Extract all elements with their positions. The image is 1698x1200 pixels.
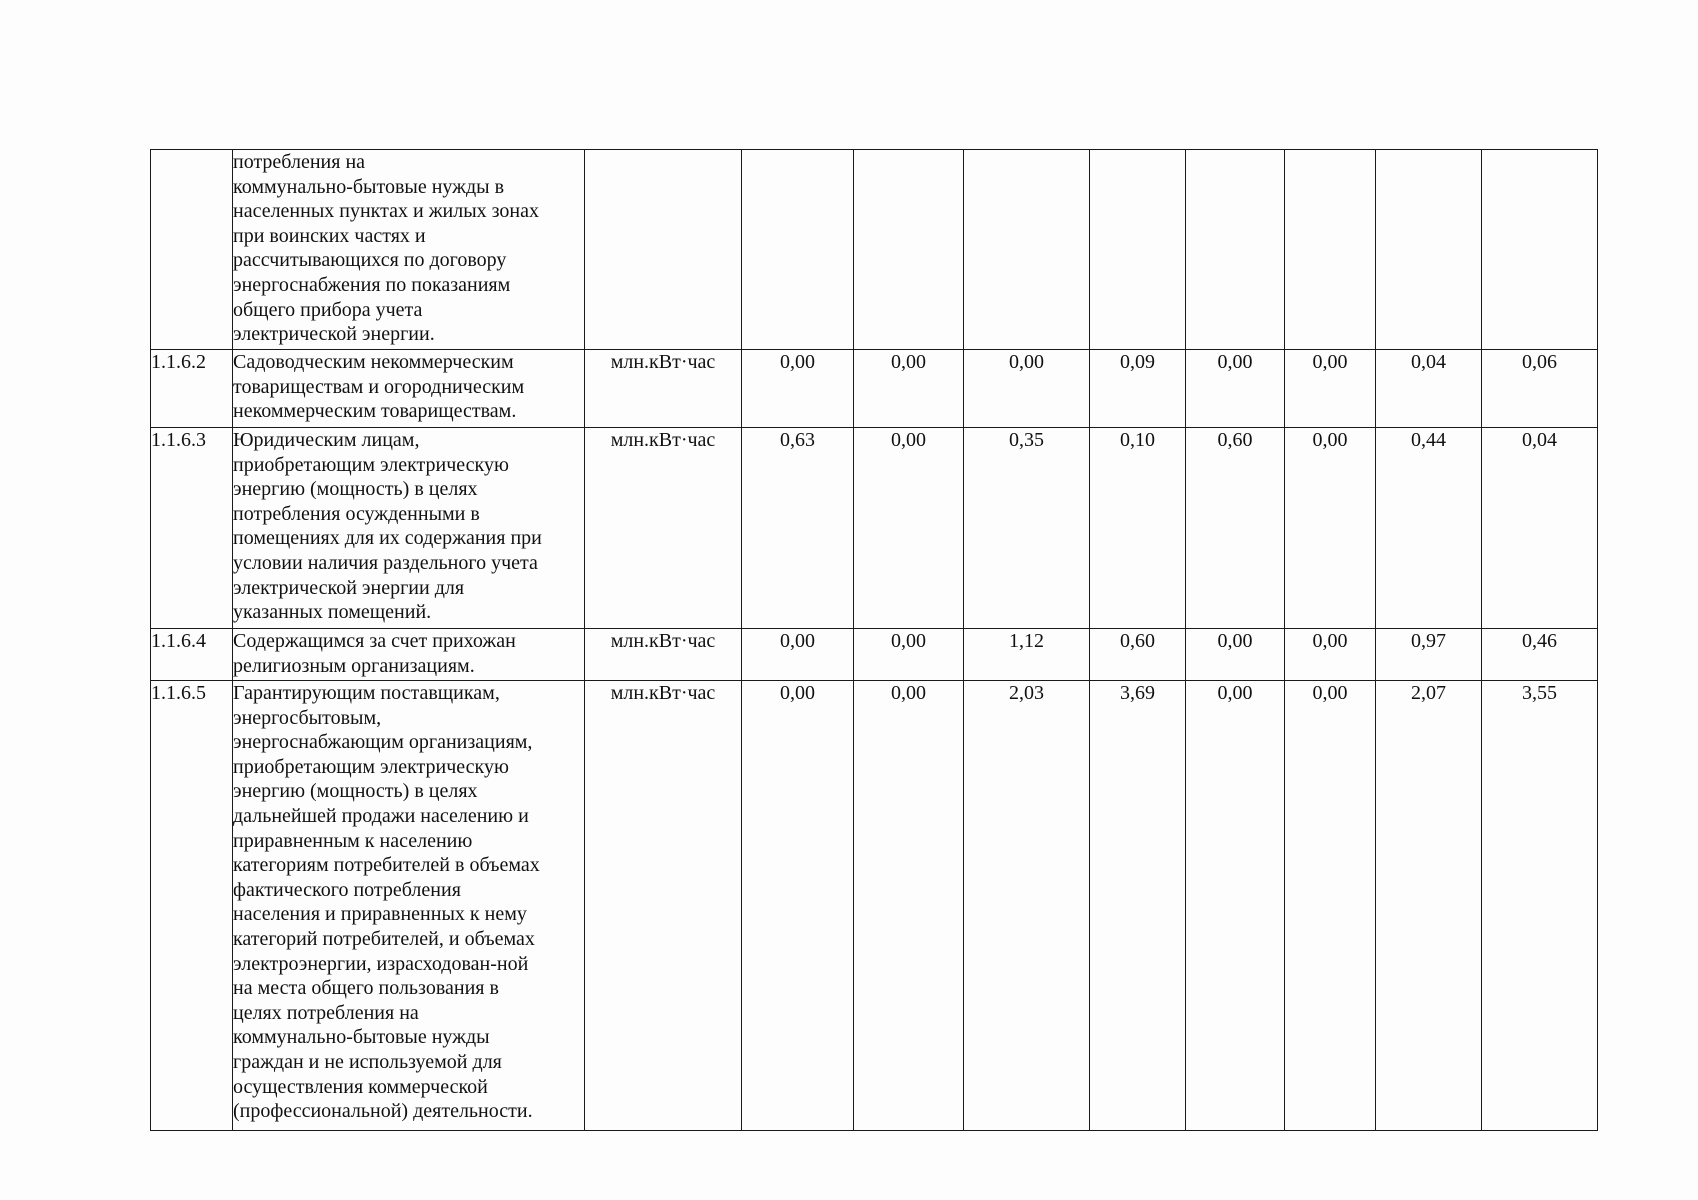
row-value: 0,60 [1186,428,1285,629]
row-description [233,428,585,629]
row-value [1482,150,1598,350]
row-value: 0,00 [742,350,854,428]
row-value: 0,00 [1285,681,1376,1131]
row-description-text: Садоводческим некоммерческим товариществам и огородническим некоммерческим товариществам. [233,351,525,423]
row-number: 1.1.6.4 [151,629,233,681]
row-number: 1.1.6.5 [151,681,233,1131]
row-description-text: Гарантирующим поставщикам, энергосбытовым, энергоснабжающим организациям, приобретающим электрическую энергию (мощность) в целях дальнейшей продажи населению и приравненным к населению категориям потребителей в объемах фактического потребления населения и приравненных к нему категорий потребителей, и объемах электроэнергии, израсходован-ной на места общего пользования в целях потребления на коммунально-бытовые нужды граждан и не используемой для осуществления коммерческой (профессиональной) деятельности. [233,682,540,1123]
data-table [150,149,1598,1131]
row-value [964,150,1090,350]
row-unit: млн.кВт·час [585,428,742,629]
table-row [151,350,1598,428]
table-body [151,150,1598,1131]
row-value: 0,00 [742,681,854,1131]
row-value: 0,60 [1090,629,1186,681]
row-description-text: потребления на коммунально-бытовые нужды в населенных пунктах и жилых зонах при воинских частях и рассчитывающихся по договору энергоснабжения по показаниям общего прибора учета электрической энергии. [233,151,540,346]
row-value: 3,69 [1090,681,1186,1131]
row-value: 0,00 [1285,629,1376,681]
row-value: 0,35 [964,428,1090,629]
row-value: 0,00 [1285,428,1376,629]
row-value: 2,07 [1376,681,1482,1131]
row-value: 0,04 [1482,428,1598,629]
row-value: 3,55 [1482,681,1598,1131]
row-value: 0,06 [1482,350,1598,428]
row-description-text: Содержащимся за счет прихожан религиозным организациям. [233,630,516,677]
row-value: 0,00 [964,350,1090,428]
row-value: 0,00 [1186,681,1285,1131]
row-number: 1.1.6.3 [151,428,233,629]
table-row [151,629,1598,681]
row-unit [585,150,742,350]
row-value: 0,97 [1376,629,1482,681]
row-value: 2,03 [964,681,1090,1131]
row-value [1285,150,1376,350]
row-number: 1.1.6.2 [151,350,233,428]
row-number [151,150,233,350]
row-value: 0,00 [854,681,964,1131]
row-description-text: Юридическим лицам, приобретающим электрическую энергию (мощность) в целях потребления осужденными в помещениях для их содержания при условии наличия раздельного учета электрической энергии для указанных помещений. [233,429,542,624]
row-value: 0,00 [854,629,964,681]
row-value: 0,00 [854,428,964,629]
row-value: 0,00 [742,629,854,681]
row-description [233,350,585,428]
row-value [1186,150,1285,350]
row-unit: млн.кВт·час [585,629,742,681]
row-description [233,150,585,350]
row-unit: млн.кВт·час [585,350,742,428]
row-value [742,150,854,350]
row-value [1376,150,1482,350]
table-row [151,428,1598,629]
row-value: 1,12 [964,629,1090,681]
row-value: 0,46 [1482,629,1598,681]
row-value: 0,00 [854,350,964,428]
row-value: 0,63 [742,428,854,629]
row-value: 0,10 [1090,428,1186,629]
row-description [233,629,585,681]
row-value: 0,00 [1285,350,1376,428]
row-value [1090,150,1186,350]
row-value: 0,00 [1186,629,1285,681]
row-description [233,681,585,1131]
row-value: 0,04 [1376,350,1482,428]
row-value [854,150,964,350]
row-value: 0,44 [1376,428,1482,629]
row-value: 0,00 [1186,350,1285,428]
row-value: 0,09 [1090,350,1186,428]
table-row [151,150,1598,350]
row-unit: млн.кВт·час [585,681,742,1131]
table-row [151,681,1598,1131]
